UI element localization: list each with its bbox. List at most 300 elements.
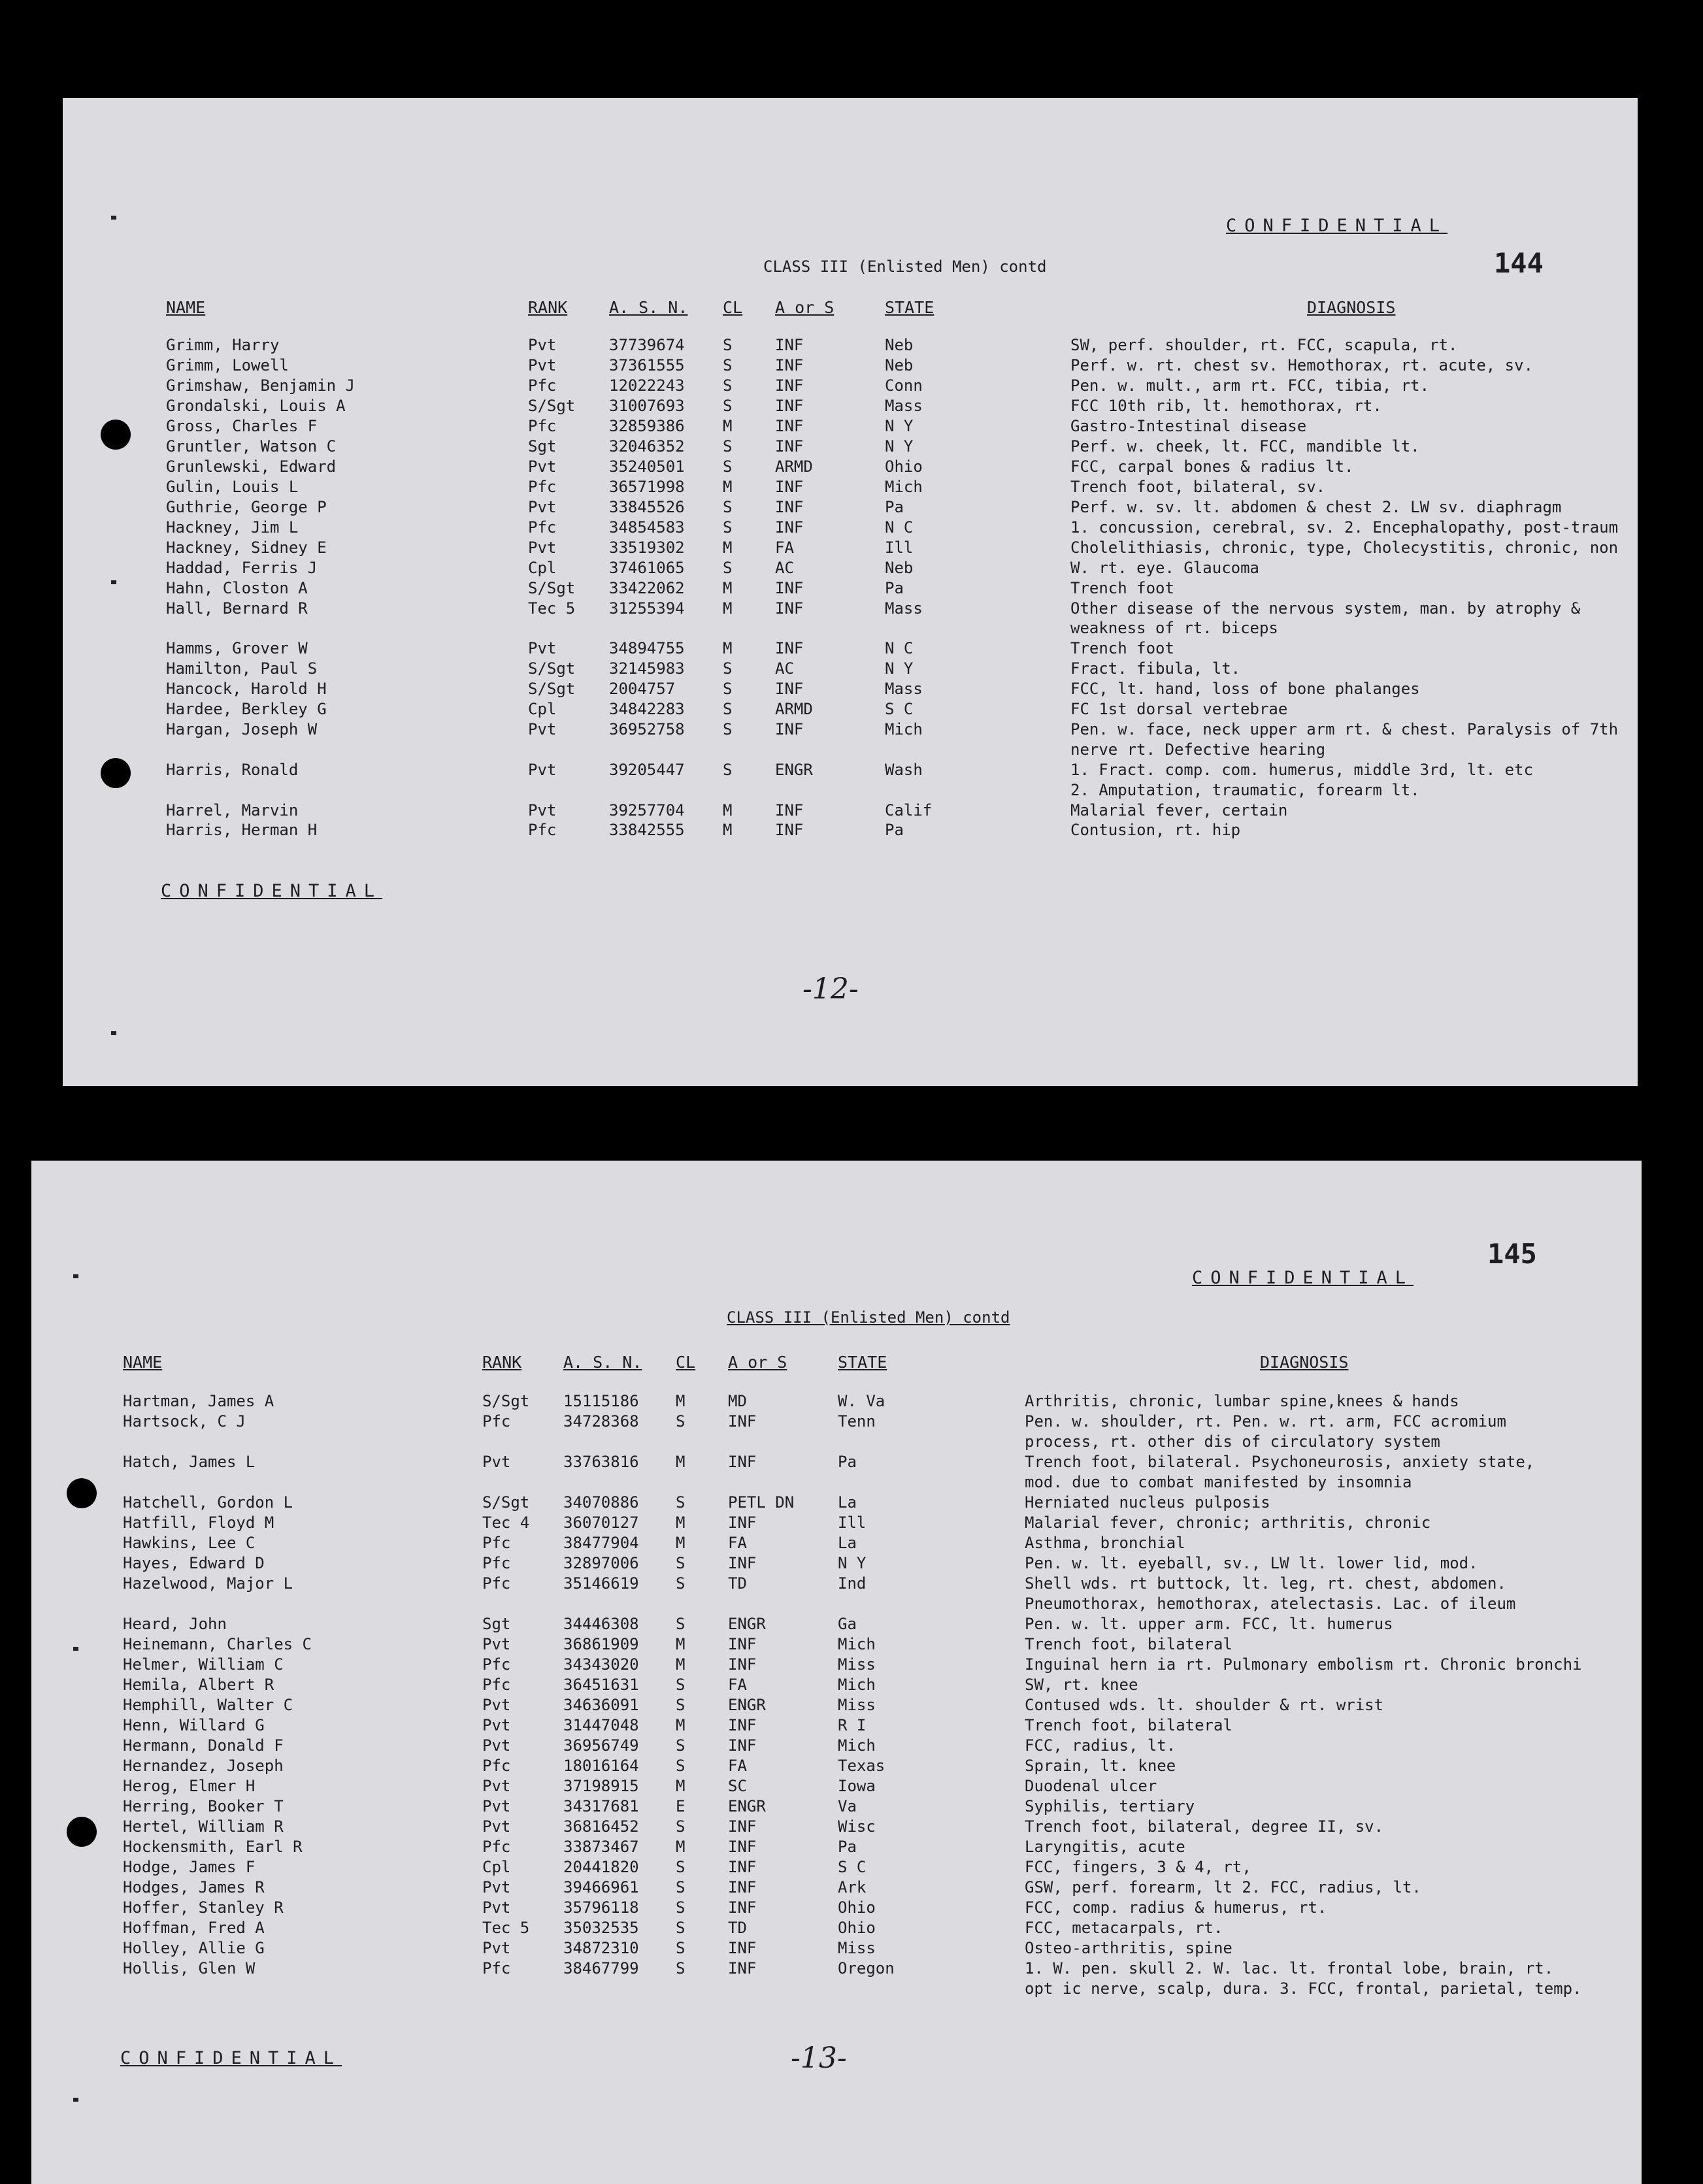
- cell-diagnosis: Osteo-arthritis, spine: [1025, 1939, 1232, 1957]
- cell-name: Hatch, James L: [123, 1453, 256, 1471]
- cell-name: Hartsock, C J: [123, 1412, 246, 1431]
- cell-name: Herog, Elmer H: [123, 1777, 256, 1795]
- cell-aors: INF: [775, 680, 804, 698]
- cell-cl: S: [723, 700, 733, 718]
- cell-rank: Pfc: [482, 1676, 511, 1694]
- cell-asn: 31447048: [563, 1716, 639, 1734]
- cell-aors: MD: [728, 1392, 747, 1410]
- cell-cl: S: [676, 1757, 686, 1775]
- cell-rank: Pvt: [482, 1716, 511, 1734]
- cell-state: Mich: [838, 1676, 876, 1694]
- cell-aors: INF: [728, 1635, 757, 1653]
- cell-state: Ark: [838, 1878, 867, 1896]
- cell-name: Grimm, Harry: [166, 336, 280, 354]
- cell-state: Neb: [885, 336, 914, 354]
- cell-name: Holley, Allie G: [123, 1939, 265, 1957]
- cell-aors: INF: [728, 1898, 757, 1917]
- cell-state: N Y: [885, 659, 914, 678]
- cell-name: Grondalski, Louis A: [166, 397, 346, 415]
- cell-asn: 34872310: [563, 1939, 639, 1957]
- cell-name: Hamilton, Paul S: [166, 659, 318, 678]
- cell-state: La: [838, 1493, 857, 1512]
- cell-aors: INF: [775, 639, 804, 657]
- cell-asn: 35032535: [563, 1919, 639, 1937]
- cell-name: Hall, Bernard R: [166, 599, 308, 618]
- cell-cl: S: [676, 1898, 686, 1917]
- cell-name: Grimshaw, Benjamin J: [166, 376, 355, 395]
- cell-diagnosis: Sprain, lt. knee: [1025, 1757, 1176, 1775]
- cell-rank: Cpl: [528, 700, 557, 718]
- cell-rank: Pvt: [482, 1453, 511, 1471]
- cell-name: Grimm, Lowell: [166, 356, 289, 374]
- cell-cl: S: [676, 1696, 686, 1714]
- cell-diagnosis: Contusion, rt. hip: [1070, 821, 1241, 839]
- cell-diagnosis: FCC, comp. radius & humerus, rt.: [1025, 1898, 1327, 1917]
- cell-diagnosis: Pen. w. lt. upper arm. FCC, lt. humerus: [1025, 1615, 1393, 1633]
- cell-asn: 33519302: [609, 538, 685, 557]
- cell-aors: INF: [728, 1412, 757, 1431]
- cell-name: Hoffman, Fred A: [123, 1919, 265, 1937]
- cell-name: Harris, Herman H: [166, 821, 318, 839]
- cell-aors: INF: [775, 397, 804, 415]
- cell-asn: 37198915: [563, 1777, 639, 1795]
- cell-asn: 38467799: [563, 1959, 639, 1977]
- cell-cl: S: [676, 1574, 686, 1593]
- cell-rank: Pvt: [528, 457, 557, 476]
- cell-rank: Pfc: [528, 417, 557, 435]
- cell-state: Conn: [885, 376, 923, 395]
- header-a-or-s: A or S: [728, 1353, 787, 1372]
- cell-name: Hertel, William R: [123, 1817, 284, 1836]
- cell-rank: Pvt: [528, 761, 557, 779]
- cell-state: Ill: [885, 538, 914, 557]
- cell-rank: S/Sgt: [528, 680, 576, 698]
- cell-diagnosis: process, rt. other dis of circulatory system: [1025, 1432, 1440, 1451]
- cell-asn: 32046352: [609, 437, 685, 455]
- cell-name: Gruntler, Watson C: [166, 437, 337, 455]
- cell-cl: S: [676, 1493, 686, 1512]
- cell-cl: M: [676, 1534, 686, 1552]
- cell-name: Hemphill, Walter C: [123, 1696, 293, 1714]
- cell-diagnosis: SW, rt. knee: [1025, 1676, 1138, 1694]
- cell-cl: E: [676, 1797, 686, 1815]
- cell-cl: S: [676, 1939, 686, 1957]
- cell-name: Grunlewski, Edward: [166, 457, 337, 476]
- cell-rank: S/Sgt: [482, 1493, 530, 1512]
- cell-state: Calif: [885, 801, 933, 819]
- cell-state: Ohio: [885, 457, 923, 476]
- cell-cl: M: [676, 1635, 686, 1653]
- cell-diagnosis: Pen. w. shoulder, rt. Pen. w. rt. arm, FCC acromium: [1025, 1412, 1506, 1431]
- cell-asn: 35240501: [609, 457, 685, 476]
- cell-name: Hatfill, Floyd M: [123, 1514, 274, 1532]
- cell-rank: S/Sgt: [528, 579, 576, 597]
- header-state: STATE: [838, 1353, 887, 1372]
- cell-rank: Pvt: [482, 1777, 511, 1795]
- cell-asn: 31007693: [609, 397, 685, 415]
- cell-state: Mass: [885, 680, 923, 698]
- cell-asn: 34446308: [563, 1615, 639, 1633]
- cell-name: Hodges, James R: [123, 1878, 265, 1896]
- cell-cl: S: [723, 336, 733, 354]
- cell-rank: Cpl: [482, 1858, 511, 1876]
- cell-diagnosis: 2. Amputation, traumatic, forearm lt.: [1070, 781, 1420, 799]
- cell-diagnosis: Malarial fever, certain: [1070, 801, 1288, 819]
- cell-name: Heinemann, Charles C: [123, 1635, 312, 1653]
- cell-state: Va: [838, 1797, 857, 1815]
- cell-state: Miss: [838, 1696, 876, 1714]
- cell-cl: M: [723, 821, 733, 839]
- cell-aors: AC: [775, 559, 794, 577]
- cell-asn: 37361555: [609, 356, 685, 374]
- cell-cl: M: [723, 599, 733, 618]
- cell-rank: Pfc: [482, 1574, 511, 1593]
- header-rank: RANK: [482, 1353, 522, 1372]
- cell-aors: INF: [775, 417, 804, 435]
- cell-name: Hancock, Harold H: [166, 680, 327, 698]
- cell-rank: Pvt: [482, 1797, 511, 1815]
- header-state: STATE: [885, 298, 934, 317]
- cell-name: Heard, John: [123, 1615, 227, 1633]
- cell-name: Guthrie, George P: [166, 498, 327, 516]
- cell-diagnosis: Fract. fibula, lt.: [1070, 659, 1241, 678]
- cell-asn: 12022243: [609, 376, 685, 395]
- cell-cl: M: [723, 417, 733, 435]
- cell-cl: S: [723, 761, 733, 779]
- cell-name: Hodge, James F: [123, 1858, 256, 1876]
- cell-name: Hermann, Donald F: [123, 1736, 284, 1755]
- confidential-stamp-top: CONFIDENTIAL: [1226, 216, 1448, 236]
- cell-diagnosis: 1. concussion, cerebral, sv. 2. Encephalopathy, post-traum: [1070, 518, 1619, 537]
- cell-aors: INF: [728, 1453, 757, 1471]
- cell-asn: 32145983: [609, 659, 685, 678]
- cell-cl: M: [676, 1838, 686, 1856]
- cell-diagnosis: Malarial fever, chronic; arthritis, chronic: [1025, 1514, 1431, 1532]
- cell-state: Tenn: [838, 1412, 876, 1431]
- cell-diagnosis: Herniated nucleus pulposis: [1025, 1493, 1270, 1512]
- cell-asn: 37461065: [609, 559, 685, 577]
- cell-aors: ENGR: [728, 1696, 766, 1714]
- cell-asn: 20441820: [563, 1858, 639, 1876]
- cell-asn: 33845526: [609, 498, 685, 516]
- cell-cl: S: [676, 1959, 686, 1977]
- cell-aors: FA: [728, 1534, 747, 1552]
- page-number: 144: [1494, 247, 1544, 279]
- class-line: CLASS III (Enlisted Men) contd: [727, 1308, 1010, 1327]
- cell-state: Mich: [838, 1635, 876, 1653]
- cell-aors: INF: [728, 1939, 757, 1957]
- cell-diagnosis: Arthritis, chronic, lumbar spine,knees & hands: [1025, 1392, 1459, 1410]
- cell-rank: Tec 4: [482, 1514, 530, 1532]
- cell-aors: INF: [728, 1554, 757, 1572]
- page-mark: [111, 216, 116, 220]
- punch-hole: [101, 758, 131, 788]
- cell-state: S C: [838, 1858, 867, 1876]
- cell-diagnosis: Pneumothorax, hemothorax, atelectasis. Lac. of ileum: [1025, 1595, 1516, 1613]
- cell-rank: Pfc: [528, 518, 557, 537]
- cell-state: Pa: [885, 498, 904, 516]
- cell-state: Ohio: [838, 1919, 876, 1937]
- cell-rank: Tec 5: [528, 599, 576, 618]
- cell-diagnosis: GSW, perf. forearm, lt 2. FCC, radius, lt.: [1025, 1878, 1421, 1896]
- cell-cl: S: [723, 518, 733, 537]
- cell-state: Mass: [885, 397, 923, 415]
- cell-aors: INF: [775, 720, 804, 738]
- cell-name: Hahn, Closton A: [166, 579, 308, 597]
- cell-aors: INF: [775, 478, 804, 496]
- cell-diagnosis: Pen. w. mult., arm rt. FCC, tibia, rt.: [1070, 376, 1430, 395]
- cell-aors: TD: [728, 1919, 747, 1937]
- cell-rank: Pvt: [528, 538, 557, 557]
- header-asn: A. S. N.: [563, 1353, 642, 1372]
- cell-cl: M: [676, 1392, 686, 1410]
- cell-rank: Pvt: [528, 639, 557, 657]
- cell-rank: Pvt: [528, 336, 557, 354]
- cell-name: Hackney, Sidney E: [166, 538, 327, 557]
- cell-aors: TD: [728, 1574, 747, 1593]
- cell-state: S C: [885, 700, 914, 718]
- cell-asn: 34894755: [609, 639, 685, 657]
- cell-name: Hayes, Edward D: [123, 1554, 265, 1572]
- cell-diagnosis: Inguinal hern ia rt. Pulmonary embolism rt. Chronic bronchi: [1025, 1655, 1582, 1674]
- cell-state: Ohio: [838, 1898, 876, 1917]
- cell-diagnosis: Trench foot: [1070, 579, 1174, 597]
- cell-asn: 37739674: [609, 336, 685, 354]
- cell-state: Pa: [885, 579, 904, 597]
- cell-cl: S: [723, 498, 733, 516]
- cell-state: Wisc: [838, 1817, 876, 1836]
- cell-diagnosis: Cholelithiasis, chronic, type, Cholecystitis, chronic, non: [1070, 538, 1619, 557]
- class-line: CLASS III (Enlisted Men) contd: [763, 257, 1047, 276]
- cell-name: Helmer, William C: [123, 1655, 284, 1674]
- cell-diagnosis: Syphilis, tertiary: [1025, 1797, 1195, 1815]
- cell-cl: M: [676, 1514, 686, 1532]
- cell-state: N Y: [885, 417, 914, 435]
- cell-rank: Pfc: [528, 478, 557, 496]
- cell-diagnosis: FCC, fingers, 3 & 4, rt,: [1025, 1858, 1251, 1876]
- header-cl: CL: [723, 298, 743, 317]
- cell-state: N C: [885, 639, 914, 657]
- cell-state: Ind: [838, 1574, 867, 1593]
- cell-state: La: [838, 1534, 857, 1552]
- cell-rank: Pfc: [482, 1554, 511, 1572]
- footer-page-number: -13-: [791, 2042, 847, 2075]
- cell-aors: INF: [728, 1514, 757, 1532]
- cell-asn: 34854583: [609, 518, 685, 537]
- cell-diagnosis: Trench foot: [1070, 639, 1174, 657]
- header-name: NAME: [166, 298, 206, 317]
- cell-name: Gulin, Louis L: [166, 478, 299, 496]
- cell-state: Iowa: [838, 1777, 876, 1795]
- footer-page-number: -12-: [802, 972, 859, 1006]
- cell-name: Hawkins, Lee C: [123, 1534, 256, 1552]
- cell-rank: Pvt: [482, 1635, 511, 1653]
- cell-diagnosis: Perf. w. cheek, lt. FCC, mandible lt.: [1070, 437, 1420, 455]
- cell-rank: Pvt: [482, 1878, 511, 1896]
- header-asn: A. S. N.: [609, 298, 688, 317]
- cell-name: Gross, Charles F: [166, 417, 318, 435]
- cell-diagnosis: Trench foot, bilateral: [1025, 1716, 1232, 1734]
- header-cl: CL: [676, 1353, 696, 1372]
- cell-rank: Pvt: [482, 1817, 511, 1836]
- document-page-145: [31, 1161, 1642, 2184]
- cell-state: W. Va: [838, 1392, 885, 1410]
- cell-rank: Pvt: [482, 1898, 511, 1917]
- cell-asn: 35146619: [563, 1574, 639, 1593]
- cell-aors: INF: [775, 801, 804, 819]
- cell-state: N Y: [885, 437, 914, 455]
- cell-cl: S: [723, 680, 733, 698]
- cell-diagnosis: Trench foot, bilateral, sv.: [1070, 478, 1326, 496]
- cell-aors: ENGR: [775, 761, 813, 779]
- cell-name: Henn, Willard G: [123, 1716, 265, 1734]
- cell-rank: Pfc: [482, 1757, 511, 1775]
- cell-diagnosis: Contused wds. lt. shoulder & rt. wrist: [1025, 1696, 1384, 1714]
- cell-aors: FA: [775, 538, 794, 557]
- cell-aors: INF: [775, 376, 804, 395]
- cell-state: N C: [885, 518, 914, 537]
- cell-asn: 38477904: [563, 1534, 639, 1552]
- cell-rank: Pfc: [482, 1534, 511, 1552]
- punch-hole: [67, 1478, 97, 1508]
- cell-name: Hardee, Berkley G: [166, 700, 327, 718]
- cell-state: R I: [838, 1716, 867, 1734]
- cell-cl: S: [723, 559, 733, 577]
- cell-asn: 39205447: [609, 761, 685, 779]
- page-mark: [73, 1647, 78, 1651]
- cell-asn: 36861909: [563, 1635, 639, 1653]
- cell-state: Mich: [838, 1736, 876, 1755]
- cell-state: Miss: [838, 1655, 876, 1674]
- cell-rank: Sgt: [482, 1615, 511, 1633]
- cell-cl: S: [723, 356, 733, 374]
- cell-state: Oregon: [838, 1959, 895, 1977]
- cell-asn: 34343020: [563, 1655, 639, 1674]
- cell-cl: S: [676, 1412, 686, 1431]
- header-diagnosis: DIAGNOSIS: [1307, 298, 1396, 317]
- cell-rank: Pfc: [482, 1959, 511, 1977]
- cell-asn: 34636091: [563, 1696, 639, 1714]
- cell-state: Pa: [885, 821, 904, 839]
- cell-diagnosis: Pen. w. lt. eyeball, sv., LW lt. lower lid, mod.: [1025, 1554, 1478, 1572]
- cell-asn: 32897006: [563, 1554, 639, 1572]
- cell-aors: AC: [775, 659, 794, 678]
- cell-aors: INF: [775, 821, 804, 839]
- cell-rank: Pvt: [528, 720, 557, 738]
- cell-state: Wash: [885, 761, 923, 779]
- cell-rank: Pfc: [482, 1655, 511, 1674]
- cell-aors: ARMD: [775, 700, 813, 718]
- cell-diagnosis: Asthma, bronchial: [1025, 1534, 1185, 1552]
- cell-aors: INF: [728, 1858, 757, 1876]
- cell-diagnosis: FCC, lt. hand, loss of bone phalanges: [1070, 680, 1420, 698]
- cell-aors: INF: [728, 1817, 757, 1836]
- cell-aors: FA: [728, 1757, 747, 1775]
- cell-name: Herring, Booker T: [123, 1797, 284, 1815]
- cell-state: Neb: [885, 356, 914, 374]
- header-name: NAME: [123, 1353, 163, 1372]
- cell-asn: 36952758: [609, 720, 685, 738]
- cell-rank: Pvt: [528, 356, 557, 374]
- cell-asn: 33422062: [609, 579, 685, 597]
- cell-state: Mass: [885, 599, 923, 618]
- cell-asn: 36070127: [563, 1514, 639, 1532]
- cell-diagnosis: FCC 10th rib, lt. hemothorax, rt.: [1070, 397, 1382, 415]
- cell-state: Pa: [838, 1838, 857, 1856]
- cell-aors: INF: [728, 1838, 757, 1856]
- cell-cl: M: [676, 1453, 686, 1471]
- cell-aors: INF: [775, 599, 804, 618]
- cell-cl: S: [676, 1878, 686, 1896]
- cell-rank: S/Sgt: [482, 1392, 530, 1410]
- header-diagnosis: DIAGNOSIS: [1260, 1353, 1349, 1372]
- cell-diagnosis: Pen. w. face, neck upper arm rt. & chest. Paralysis of 7th: [1070, 720, 1619, 738]
- cell-name: Hamms, Grover W: [166, 639, 308, 657]
- cell-diagnosis: W. rt. eye. Glaucoma: [1070, 559, 1259, 577]
- cell-cl: S: [723, 397, 733, 415]
- cell-cl: S: [676, 1615, 686, 1633]
- cell-state: Mich: [885, 478, 923, 496]
- cell-cl: S: [723, 720, 733, 738]
- cell-aors: INF: [775, 498, 804, 516]
- cell-diagnosis: Other disease of the nervous system, man. by atrophy &: [1070, 599, 1581, 618]
- cell-asn: 36956749: [563, 1736, 639, 1755]
- cell-aors: FA: [728, 1676, 747, 1694]
- cell-cl: S: [723, 659, 733, 678]
- page-mark: [73, 1274, 78, 1278]
- cell-diagnosis: opt ic nerve, scalp, dura. 3. FCC, frontal, parietal, temp.: [1025, 1979, 1582, 1998]
- cell-state: Neb: [885, 559, 914, 577]
- page-mark: [111, 580, 116, 584]
- cell-rank: Pfc: [528, 376, 557, 395]
- cell-rank: S/Sgt: [528, 659, 576, 678]
- cell-asn: 35796118: [563, 1898, 639, 1917]
- cell-rank: Tec 5: [482, 1919, 530, 1937]
- cell-asn: 34070886: [563, 1493, 639, 1512]
- cell-diagnosis: Laryngitis, acute: [1025, 1838, 1185, 1856]
- cell-cl: M: [723, 801, 733, 819]
- page-number: 145: [1487, 1238, 1537, 1270]
- cell-diagnosis: mod. due to combat manifested by insomnia: [1025, 1473, 1412, 1491]
- confidential-stamp-bottom: CONFIDENTIAL: [120, 2048, 342, 2068]
- cell-state: Texas: [838, 1757, 885, 1775]
- cell-aors: INF: [728, 1716, 757, 1734]
- cell-rank: Pfc: [482, 1838, 511, 1856]
- cell-asn: 33873467: [563, 1838, 639, 1856]
- cell-diagnosis: FCC, carpal bones & radius lt.: [1070, 457, 1354, 476]
- cell-asn: 34317681: [563, 1797, 639, 1815]
- cell-aors: INF: [728, 1736, 757, 1755]
- cell-name: Haddad, Ferris J: [166, 559, 318, 577]
- cell-name: Hernandez, Joseph: [123, 1757, 284, 1775]
- cell-name: Hartman, James A: [123, 1392, 274, 1410]
- cell-diagnosis: 1. Fract. comp. com. humerus, middle 3rd, lt. etc: [1070, 761, 1534, 779]
- cell-asn: 33842555: [609, 821, 685, 839]
- cell-rank: Cpl: [528, 559, 557, 577]
- cell-diagnosis: FC 1st dorsal vertebrae: [1070, 700, 1288, 718]
- cell-asn: 36571998: [609, 478, 685, 496]
- cell-diagnosis: FCC, metacarpals, rt.: [1025, 1919, 1223, 1937]
- cell-asn: 2004757: [609, 680, 676, 698]
- cell-aors: ARMD: [775, 457, 813, 476]
- cell-asn: 36816452: [563, 1817, 639, 1836]
- cell-aors: PETL DN: [728, 1493, 795, 1512]
- cell-asn: 15115186: [563, 1392, 639, 1410]
- header-rank: RANK: [528, 298, 568, 317]
- cell-aors: INF: [775, 437, 804, 455]
- cell-name: Hazelwood, Major L: [123, 1574, 293, 1593]
- cell-name: Hackney, Jim L: [166, 518, 299, 537]
